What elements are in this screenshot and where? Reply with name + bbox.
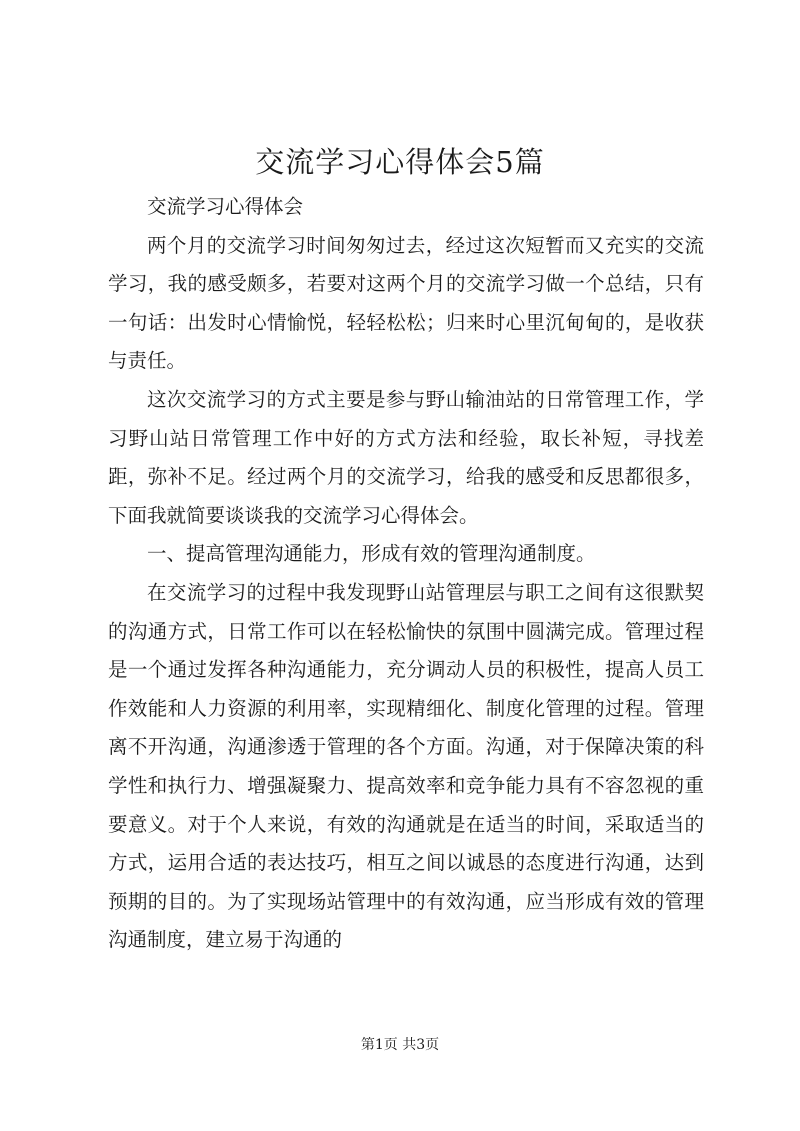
subsection-heading: 一、提高管理沟通能力，形成有效的管理沟通制度。 (147, 542, 596, 566)
document-body (108, 188, 704, 960)
paragraph: 这次交流学习的方式主要是参与野山输油站的日常管理工作，学习野山站日常管理工作中好的方式方法和经验，取长补短，寻找差距，弥补不足。经过两个月的交流学习，给我的感受和反思都很多，下面我就简要谈谈我的交流学习心得体会。 (108, 387, 704, 527)
page-footer: 第1页 共3页 (360, 1037, 440, 1053)
paragraph: 两个月的交流学习时间匆匆过去，经过这次短暂而又充实的交流学习，我的感受颇多，若要对这两个月的交流学习做一个总结，只有一句话：出发时心情愉悦，轻轻松松；归来时心里沉甸甸的，是收获与责任。 (108, 233, 704, 373)
page-title: 交流学习心得体会5篇 (255, 145, 545, 179)
section-heading: 交流学习心得体会 (147, 195, 304, 218)
paragraph: 在交流学习的过程中我发现野山站管理层与职工之间有这很默契的沟通方式，日常工作可以在轻松愉快的氛围中圆满完成。管理过程是一个通过发挥各种沟通能力，充分调动人员的积极性，提高人员工作效能和人力资源的利用率，实现精细化、制度化管理的过程。管理离不开沟通，沟通渗透于管理的各个方面。沟通，对于保障决策的科学性和执行力、增强凝聚力、提高效率和竞争能力具有不容忽视的重要意义。对于个人来说，有效的沟通就是在适当的时间，采取适当的方式，运用合适的表达技巧，相互之间以诚恳的态度进行沟通，达到预期的目的。为了实现场站管理中的有效沟通，应当形成有效的管理沟通制度，建立易于沟通的 (108, 580, 704, 952)
